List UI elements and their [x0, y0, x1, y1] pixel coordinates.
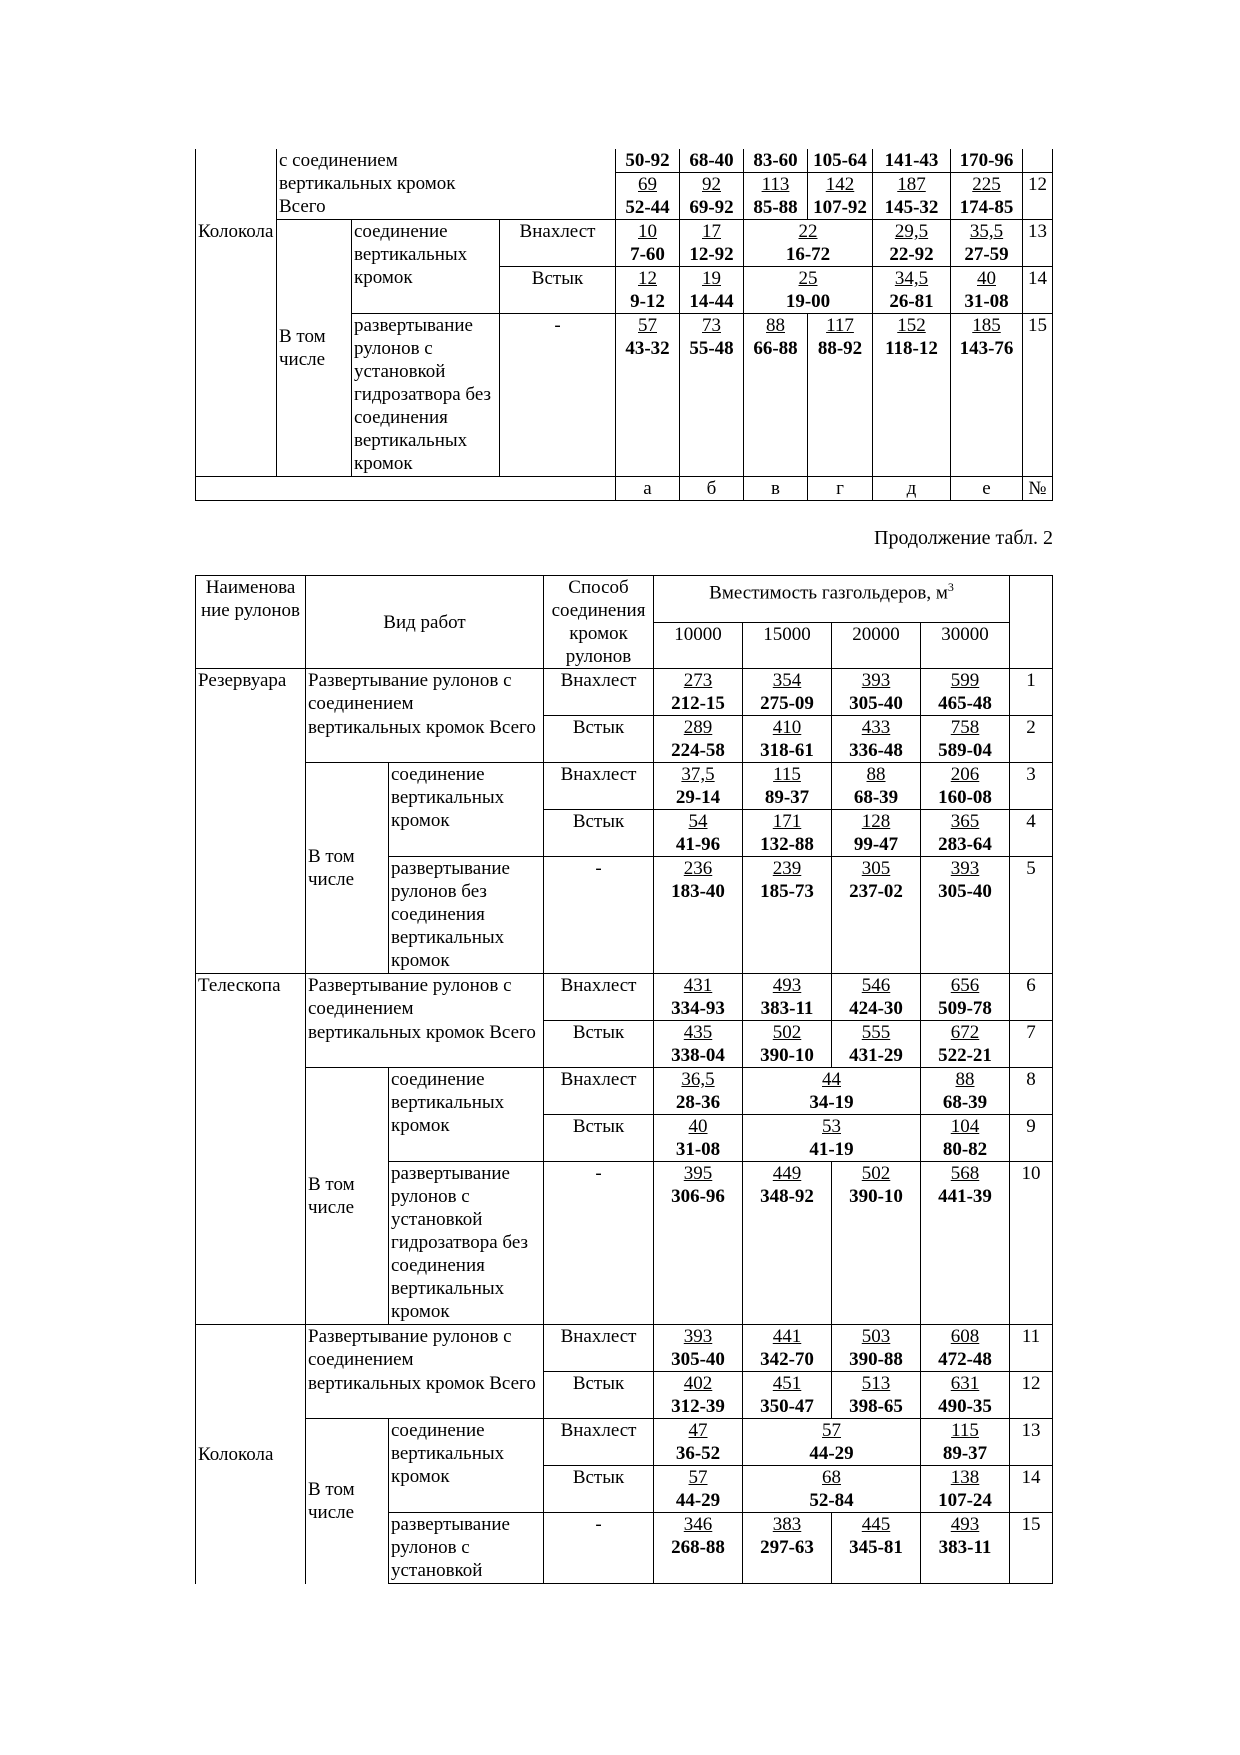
- roll-name: Колокола: [196, 220, 277, 477]
- value-cell: 104 80-82: [921, 1115, 1010, 1162]
- value-cell: 40 31-08: [951, 267, 1023, 314]
- value-cell: 631 490-35: [921, 1372, 1010, 1419]
- table-row: [196, 1372, 1053, 1419]
- value-cell: 47 36-52: [654, 1419, 743, 1466]
- value-cell: 206 160-08: [921, 763, 1010, 810]
- value-cell: 449 348-92: [743, 1162, 832, 1325]
- roll-name: Колокола: [196, 1325, 306, 1584]
- work-description: соединение вертикальных кромок: [389, 763, 544, 857]
- value-cell: 225 174-85: [951, 173, 1023, 220]
- join-method: Встык: [544, 716, 654, 763]
- value-cell: 170-96: [951, 149, 1023, 173]
- value-cell: 433 336-48: [832, 716, 921, 763]
- column-letter: б: [680, 477, 744, 501]
- value-cell: 354 275-09: [743, 669, 832, 716]
- volume-header: 15000: [743, 623, 832, 669]
- value-cell: 410 318-61: [743, 716, 832, 763]
- row-number: 6: [1010, 974, 1053, 1021]
- column-letter: г: [808, 477, 873, 501]
- value-cell: 117 88-92: [808, 314, 873, 477]
- value-cell: 92 69-92: [680, 173, 744, 220]
- value-cell: 44 34-19: [743, 1068, 921, 1115]
- value-cell: 141-43: [873, 149, 951, 173]
- value-cell: 502 390-10: [832, 1162, 921, 1325]
- value-cell: 503 390-88: [832, 1325, 921, 1372]
- roll-name: Резервуара: [196, 669, 306, 974]
- table-row: [196, 1419, 1053, 1466]
- value-cell: 568 441-39: [921, 1162, 1010, 1325]
- value-cell: 17 12-92: [680, 220, 744, 267]
- value-cell: 393 305-40: [654, 1325, 743, 1372]
- value-cell: 105-64: [808, 149, 873, 173]
- table-row: [196, 149, 1053, 173]
- value-cell: 73 55-48: [680, 314, 744, 477]
- volume-header: 30000: [921, 623, 1010, 669]
- value-cell: 22 16-72: [744, 220, 873, 267]
- value-cell: 185 143-76: [951, 314, 1023, 477]
- value-cell: 441 342-70: [743, 1325, 832, 1372]
- subgroup-label: В том числе: [306, 1068, 389, 1325]
- column-letter: а: [616, 477, 680, 501]
- column-letter: в: [744, 477, 808, 501]
- join-method: -: [544, 1513, 654, 1584]
- work-description: вертикальных кромок Всего: [306, 1372, 544, 1419]
- value-cell: 451 350-47: [743, 1372, 832, 1419]
- subgroup-label: В том числе: [306, 1419, 389, 1584]
- value-cell: 365 283-64: [921, 810, 1010, 857]
- join-method: Внахлест: [544, 1419, 654, 1466]
- row-number: 8: [1010, 1068, 1053, 1115]
- value-cell: 88 66-88: [744, 314, 808, 477]
- value-cell: 83-60: [744, 149, 808, 173]
- value-cell: 672 522-21: [921, 1021, 1010, 1068]
- row-number: 11: [1010, 1325, 1053, 1372]
- value-cell: 513 398-65: [832, 1372, 921, 1419]
- value-cell: 57 44-29: [654, 1466, 743, 1513]
- table-row: [196, 1325, 1053, 1372]
- value-cell: 402 312-39: [654, 1372, 743, 1419]
- value-cell: 435 338-04: [654, 1021, 743, 1068]
- value-cell: 138 107-24: [921, 1466, 1010, 1513]
- value-cell: 546 424-30: [832, 974, 921, 1021]
- join-method: -: [500, 314, 616, 477]
- row-number: 10: [1010, 1162, 1053, 1325]
- row-number: 13: [1010, 1419, 1053, 1466]
- row-number: 3: [1010, 763, 1053, 810]
- work-description: Развертывание рулонов с соединением: [306, 1325, 544, 1372]
- value-cell: 383 297-63: [743, 1513, 832, 1584]
- join-method: Встык: [544, 1466, 654, 1513]
- join-method: Внахлест: [500, 220, 616, 267]
- value-cell: 758 589-04: [921, 716, 1010, 763]
- header-row: [196, 576, 1053, 623]
- value-cell: 395 306-96: [654, 1162, 743, 1325]
- work-description: соединение вертикальных кромок: [389, 1419, 544, 1513]
- value-cell: 393 305-40: [921, 857, 1010, 974]
- header-work-type: Вид работ: [306, 576, 544, 669]
- header-join-method: Способ соединения кромок рулонов: [544, 576, 654, 669]
- work-description: развертывание рулонов с установкой гидрозатвора без соединения вертикальных кромок: [352, 314, 500, 477]
- value-cell: 171 132-88: [743, 810, 832, 857]
- work-description: Развертывание рулонов с соединением: [306, 669, 544, 716]
- row-number: 2: [1010, 716, 1053, 763]
- value-cell: 37,5 29-14: [654, 763, 743, 810]
- value-cell: 88 68-39: [832, 763, 921, 810]
- join-method: Внахлест: [544, 1325, 654, 1372]
- column-letter: е: [951, 477, 1023, 501]
- work-description: развертывание рулонов без соединения вертикальных кромок: [389, 857, 544, 974]
- row-number: 7: [1010, 1021, 1053, 1068]
- value-cell: 115 89-37: [921, 1419, 1010, 1466]
- value-cell: 187 145-32: [873, 173, 951, 220]
- value-cell: 656 509-78: [921, 974, 1010, 1021]
- table-row: [196, 763, 1053, 810]
- row-number: 14: [1023, 267, 1053, 314]
- value-cell: 29,5 22-92: [873, 220, 951, 267]
- join-method: Встык: [544, 1021, 654, 1068]
- join-method: Встык: [544, 810, 654, 857]
- table-fragment-top: [195, 149, 1053, 501]
- join-method: -: [544, 857, 654, 974]
- row-number: 15: [1010, 1513, 1053, 1584]
- gasholder-table: [195, 575, 1053, 1584]
- row-number: 14: [1010, 1466, 1053, 1513]
- value-cell: 445 345-81: [832, 1513, 921, 1584]
- value-cell: 305 237-02: [832, 857, 921, 974]
- value-cell: 36,5 28-36: [654, 1068, 743, 1115]
- value-cell: 273 212-15: [654, 669, 743, 716]
- header-capacity: Вместимость газгольдеров, $м^3$: [654, 576, 1010, 623]
- roll-name: Телескопа: [196, 974, 306, 1325]
- value-cell: 35,5 27-59: [951, 220, 1023, 267]
- work-description: вертикальных кромок Всего: [306, 1021, 544, 1068]
- table-row: [196, 1068, 1053, 1115]
- header-roll-name: Наименова ние рулонов: [196, 576, 306, 669]
- work-description: Развертывание рулонов с соединением: [306, 974, 544, 1021]
- join-method: Внахлест: [544, 763, 654, 810]
- work-description: развертывание рулонов с установкой гидрозатвора без соединения вертикальных кромок: [389, 1162, 544, 1325]
- subgroup-label: В том числе: [306, 763, 389, 974]
- column-letter: №: [1023, 477, 1053, 501]
- work-description: с соединением вертикальных кромок Всего: [279, 150, 456, 217]
- work-description: развертывание рулонов с установкой: [389, 1513, 544, 1584]
- value-cell: 142 107-92: [808, 173, 873, 220]
- value-cell: 608 472-48: [921, 1325, 1010, 1372]
- row-number: 12: [1010, 1372, 1053, 1419]
- value-cell: 239 185-73: [743, 857, 832, 974]
- work-description: соединение вертикальных кромок: [389, 1068, 544, 1162]
- value-cell: 40 31-08: [654, 1115, 743, 1162]
- row-label: [277, 149, 616, 220]
- value-cell: 128 99-47: [832, 810, 921, 857]
- join-method: Встык: [544, 1372, 654, 1419]
- work-description: вертикальных кромок Всего: [306, 716, 544, 763]
- value-cell: 493 383-11: [921, 1513, 1010, 1584]
- value-cell: 236 183-40: [654, 857, 743, 974]
- row-number: 15: [1023, 314, 1053, 477]
- value-cell: 431 334-93: [654, 974, 743, 1021]
- value-cell: 57 44-29: [743, 1419, 921, 1466]
- table-caption: Продолжение табл. 2: [874, 527, 1053, 549]
- value-cell: 54 41-96: [654, 810, 743, 857]
- row-number: 12: [1023, 173, 1053, 220]
- row-number: 5: [1010, 857, 1053, 974]
- value-cell: 599 465-48: [921, 669, 1010, 716]
- subgroup-label: В том числе: [277, 220, 352, 477]
- value-cell: 34,5 26-81: [873, 267, 951, 314]
- value-cell: 12 9-12: [616, 267, 680, 314]
- value-cell: 88 68-39: [921, 1068, 1010, 1115]
- value-cell: 152 118-12: [873, 314, 951, 477]
- value-cell: 493 383-11: [743, 974, 832, 1021]
- column-letters-row: [196, 477, 1053, 501]
- value-cell: 68-40: [680, 149, 744, 173]
- join-method: Внахлест: [544, 974, 654, 1021]
- value-cell: 53 41-19: [743, 1115, 921, 1162]
- table-row: [196, 1021, 1053, 1068]
- join-method: Внахлест: [544, 669, 654, 716]
- value-cell: 393 305-40: [832, 669, 921, 716]
- table-row: [196, 716, 1053, 763]
- join-method: Встык: [544, 1115, 654, 1162]
- value-cell: 68 52-84: [743, 1466, 921, 1513]
- volume-header: 20000: [832, 623, 921, 669]
- value-cell: 555 431-29: [832, 1021, 921, 1068]
- value-cell: 113 85-88: [744, 173, 808, 220]
- work-description: соединение вертикальных кромок: [352, 220, 500, 314]
- row-number: 1: [1010, 669, 1053, 716]
- join-method: Встык: [500, 267, 616, 314]
- value-cell: 289 224-58: [654, 716, 743, 763]
- row-number: 4: [1010, 810, 1053, 857]
- table-row: [196, 974, 1053, 1021]
- value-cell: 50-92: [616, 149, 680, 173]
- value-cell: 115 89-37: [743, 763, 832, 810]
- value-cell: 502 390-10: [743, 1021, 832, 1068]
- value-cell: 69 52-44: [616, 173, 680, 220]
- value-cell: 57 43-32: [616, 314, 680, 477]
- value-cell: 25 19-00: [744, 267, 873, 314]
- table-row: [196, 220, 1053, 267]
- column-letter: д: [873, 477, 951, 501]
- value-cell: 19 14-44: [680, 267, 744, 314]
- value-cell: 10 7-60: [616, 220, 680, 267]
- row-number: 13: [1023, 220, 1053, 267]
- volume-header: 10000: [654, 623, 743, 669]
- join-method: Внахлест: [544, 1068, 654, 1115]
- value-cell: 346 268-88: [654, 1513, 743, 1584]
- table-row: [196, 669, 1053, 716]
- row-number: 9: [1010, 1115, 1053, 1162]
- join-method: -: [544, 1162, 654, 1325]
